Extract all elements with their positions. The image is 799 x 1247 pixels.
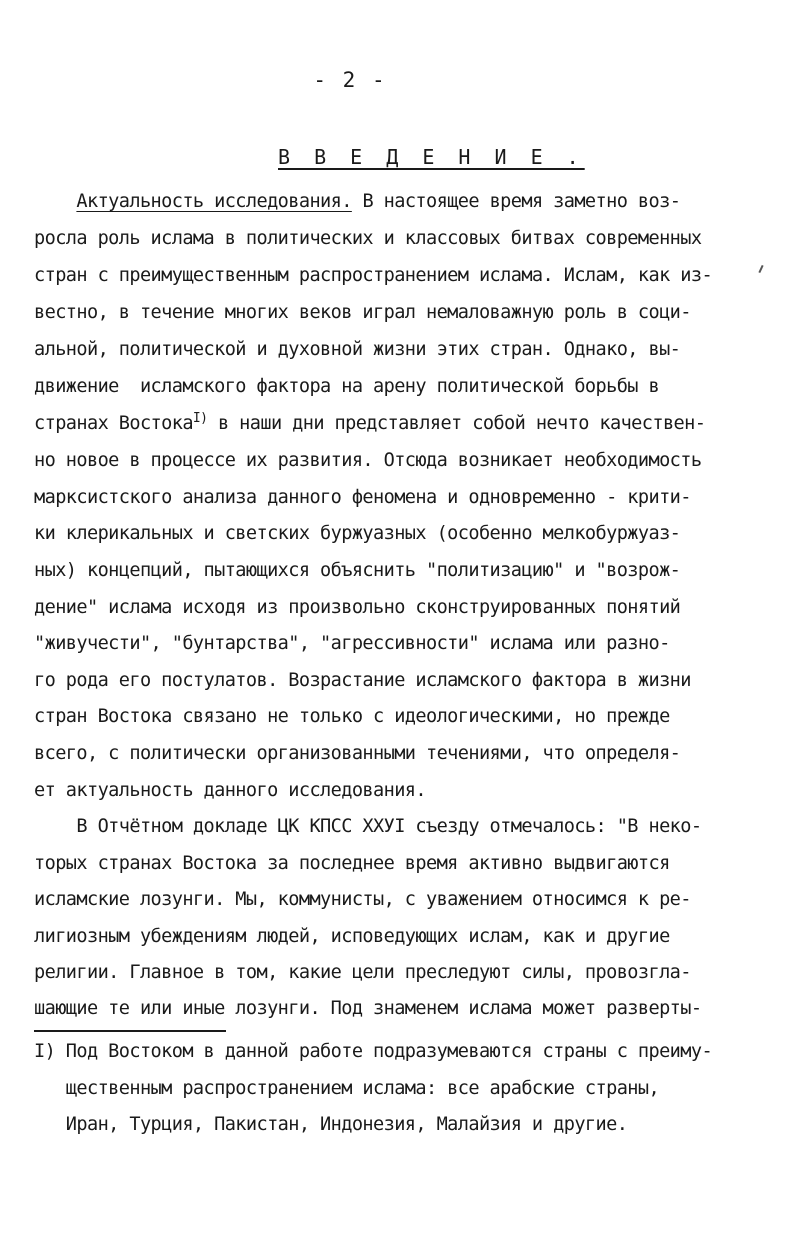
- page-number: - 2 -: [313, 68, 387, 92]
- paragraph-line: дение" ислама исходя из произвольно сконструированных понятий: [34, 597, 681, 618]
- footnote-line: щественным распространением ислама: все арабские страны,: [34, 1078, 660, 1099]
- paragraph-line: ных) концепций, пытающихся объяснить "политизацию" и "возрож-: [34, 560, 681, 581]
- footnote-line: Иран, Турция, Пакистан, Индонезия, Малайзия и другие.: [34, 1114, 628, 1135]
- paragraph-line: шающие те или иные лозунги. Под знаменем ислама может разверты-: [34, 998, 702, 1019]
- line-text: В настоящее время заметно воз-: [351, 191, 681, 212]
- paragraph-line: ки клерикальных и светских буржуазных (особенно мелкобуржуаз-: [34, 523, 681, 544]
- paragraph-line: В Отчётном докладе ЦК КПСС XXУI съезду отмечалось: "В неко-: [34, 816, 702, 837]
- paragraph-line: вестно, в течение многих веков играл немаловажную роль в соци-: [34, 302, 691, 323]
- paragraph-line: росла роль ислама в политических и классовых битвах современных: [34, 228, 702, 249]
- line-text: в наши дни представляет собой нечто качествен-: [207, 413, 706, 434]
- line-text: странах Востока: [34, 413, 193, 434]
- paragraph-line: "живучести", "бунтарства", "агрессивности" ислама или разно-: [34, 633, 670, 654]
- footnote-line: I) Под Востоком в данной работе подразумеваются страны с преиму-: [34, 1041, 713, 1062]
- paragraph-line: торых странах Востока за последнее время активно выдвигаются: [34, 853, 670, 874]
- section-label: Актуальность исследования.: [76, 191, 352, 212]
- footnote-separator: [34, 1030, 226, 1032]
- paragraph-line: го рода его постулатов. Возрастание исламского фактора в жизни: [34, 670, 691, 691]
- section-heading: В В Е Д Е Н И Е .: [278, 145, 585, 169]
- paragraph-line: стран Востока связано не только с идеологическими, но прежде: [34, 706, 670, 727]
- footnote-reference: I): [192, 411, 208, 426]
- paragraph-line: ет актуальность данного исследования.: [34, 780, 426, 801]
- paragraph-line: [34, 412, 705, 436]
- paragraph-line: но новое в процессе их развития. Отсюда возникает необходимость: [34, 450, 702, 471]
- paragraph-line: исламские лозунги. Мы, коммунисты, с уважением относимся к ре-: [34, 889, 691, 910]
- paragraph-line: движение исламского фактора на арену политической борьбы в: [34, 376, 660, 397]
- scan-mark: [758, 265, 763, 273]
- paragraph-line: стран с преимущественным распространением ислама. Ислам, как из-: [34, 265, 713, 286]
- paragraph-line: религии. Главное в том, какие цели преследуют силы, провозгла-: [34, 962, 691, 983]
- paragraph-line: альной, политической и духовной жизни этих стран. Однако, вы-: [34, 339, 681, 360]
- paragraph-line: марксистского анализа данного феномена и одновременно - крити-: [34, 487, 691, 508]
- paragraph-line: [34, 190, 680, 214]
- paragraph-line: лигиозным убеждениям людей, исповедующих ислам, как и другие: [34, 926, 670, 947]
- paragraph-line: всего, с политически организованными течениями, что определя-: [34, 743, 681, 764]
